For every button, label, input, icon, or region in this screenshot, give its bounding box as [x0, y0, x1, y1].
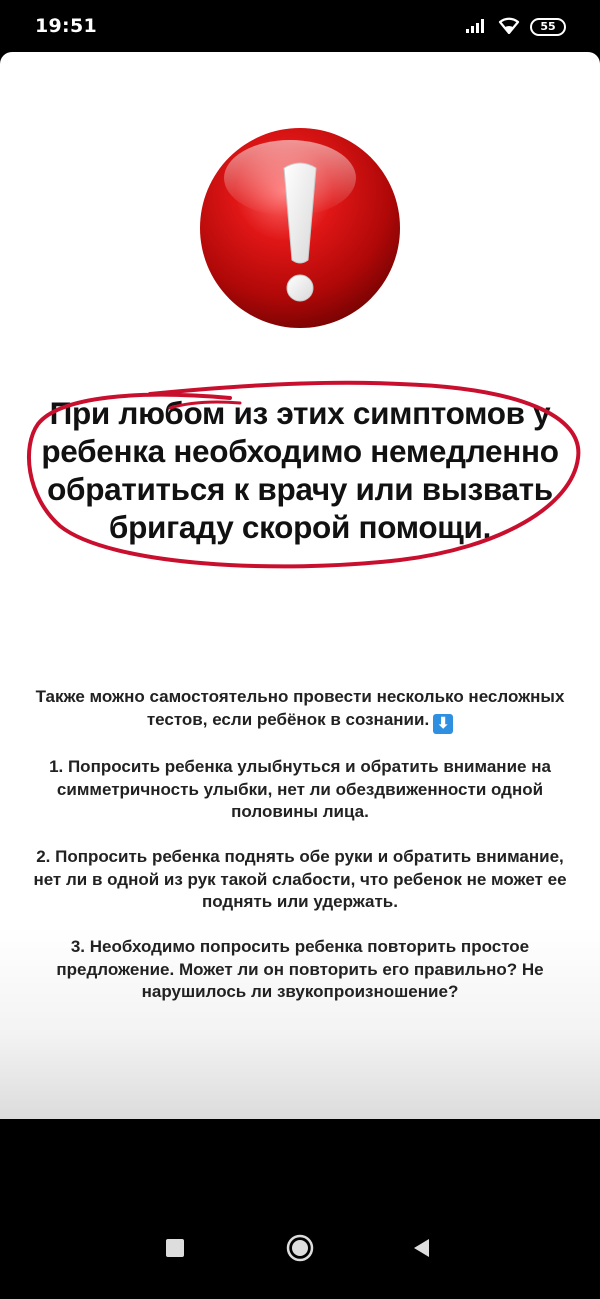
status-bar — [0, 0, 600, 52]
test-item-1: 1. Попросить ребенка улыбнуться и обратить внимание на симметричность улыбки, нет ли обездвиженности одной половины лица. — [49, 757, 551, 821]
status-time: 19:51 — [35, 15, 97, 37]
headline: При любом из этих симптомов у ребенка необходимо немедленно обратиться к врачу или вызвать бригаду скорой помощи. — [41, 395, 559, 545]
test-item-2: 2. Попросить ребенка поднять обе руки и обратить внимание, нет ли в одной из рук такой слабости, что ребенок не может ее поднять или удержать. — [33, 847, 567, 911]
status-icons — [466, 16, 566, 38]
test-item-3: 3. Необходимо попросить ребенка повторить простое предложение. Может ли он повторить его правильно? Не нарушилось ли звукопроизношение? — [56, 937, 544, 1001]
battery-icon: 55 — [530, 18, 566, 36]
down-arrow-icon: ⬇ — [433, 714, 453, 734]
recents-button[interactable] — [159, 1232, 191, 1264]
home-button[interactable] — [284, 1232, 316, 1264]
wifi-icon — [498, 16, 520, 39]
tests-intro: Также можно самостоятельно провести несколько несложных тестов, если ребёнок в сознании. ⬇ — [35, 687, 565, 732]
nav-bar — [0, 1119, 600, 1299]
marker-ellipse — [0, 376, 600, 576]
signal-icon — [466, 17, 488, 38]
headline-block — [0, 376, 600, 576]
tests-section — [30, 686, 570, 1026]
exclamation-icon — [198, 126, 402, 335]
back-button[interactable] — [406, 1232, 438, 1264]
